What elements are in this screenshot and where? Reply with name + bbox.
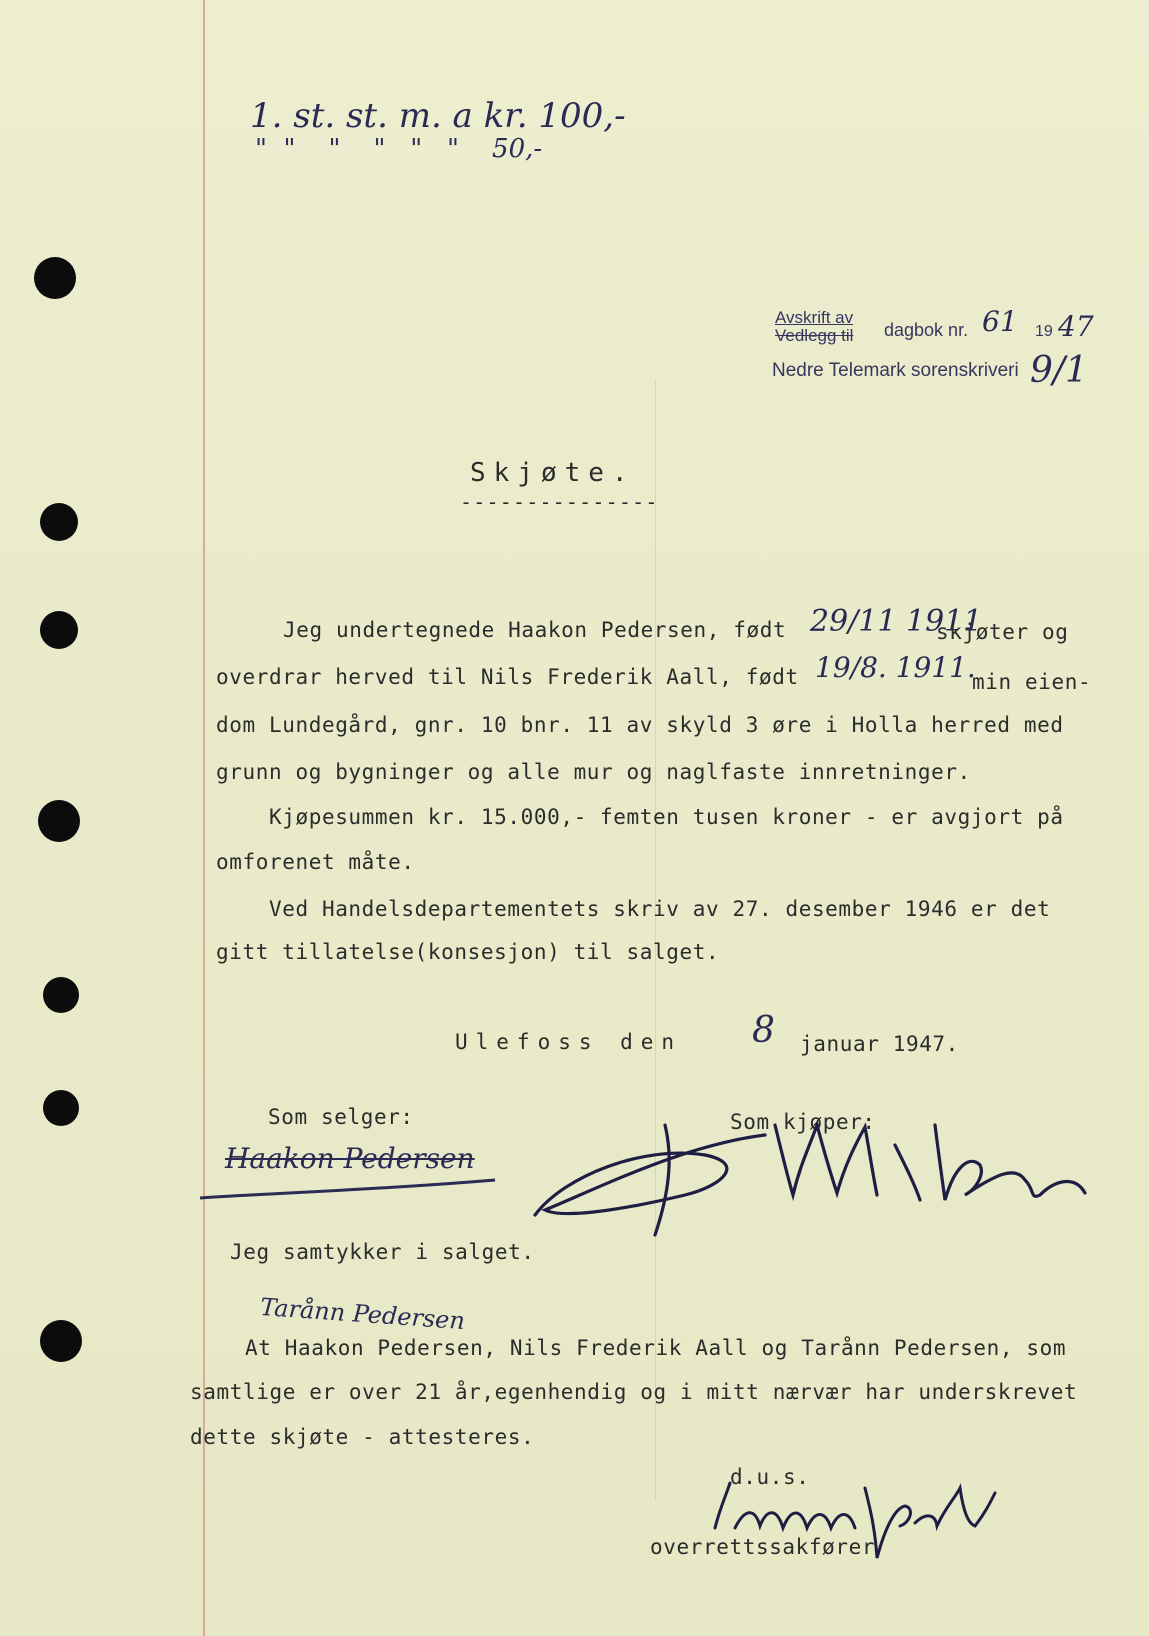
handwritten-birthdate-seller: 29/11 1911 [810,604,983,639]
stamp-dagbok: dagbok nr. [884,320,969,340]
attest-line: samtlige er over 21 år,egenhendig og i mitt nærvær har underskrevet [190,1380,1078,1404]
body-line: skjøter og [936,620,1069,644]
body-line: Jeg undertegnede Haakon Pedersen, født [283,618,787,642]
buyer-label: Som kjøper: [730,1110,876,1134]
seller-label: Som selger: [268,1105,414,1129]
punch-hole [40,1320,82,1362]
consent-text: Jeg samtykker i salget. [230,1240,535,1264]
body-line: Kjøpesummen kr. 15.000,- femten tusen kroner - er avgjort på [216,805,1064,829]
punch-hole [43,1090,79,1126]
stamp-year-suffix: 47 [1058,310,1094,343]
stamp-dagbok-number: 61 [982,305,1018,338]
stamp-office: Nedre Telemark sorenskriveri [772,360,1019,381]
stamp-date: 9/1 [1030,350,1088,391]
body-line: dom Lundegård, gnr. 10 bnr. 11 av skyld 3 øre i Holla herred med [216,713,1064,737]
body-line: Ved Handelsdepartementets skriv av 27. desember 1946 er det [216,897,1051,921]
attest-line: dette skjøte - attesteres. [190,1425,535,1449]
title-rule: --------------- [460,490,659,514]
seller-signature-underline [195,1168,515,1208]
punch-hole [38,800,80,842]
stamp-year-prefix: 19 [1035,323,1053,340]
seller-signature: Haakon Pedersen [225,1142,475,1175]
document-title: Skjøte. [470,458,636,488]
handwritten-birthdate-buyer: 19/8. 1911. [815,651,976,684]
body-line: gitt tillatelse(konsesjon) til salget. [216,940,720,964]
punch-hole [40,611,78,649]
body-line: omforenet måte. [216,850,415,874]
fee-note-line-2: " " " " " " 50,- [255,134,543,164]
month-year-text: januar 1947. [800,1032,959,1056]
consent-signature: Tarånn Pedersen [259,1292,466,1336]
stamp-vedlegg: Vedlegg til [775,326,854,345]
handwritten-day: 8 [752,1010,775,1051]
dus-text: d.u.s. [730,1465,810,1489]
place-text: Ulefoss den [455,1030,683,1054]
punch-hole [40,503,78,541]
attest-line: At Haakon Pedersen, Nils Frederik Aall og Tarånn Pedersen, som [245,1336,1067,1360]
body-line: overdrar herved til Nils Frederik Aall, født [216,665,799,689]
body-line: grunn og bygninger og alle mur og naglfaste innretninger. [216,760,971,784]
punch-hole [34,257,76,299]
stamp-avskrift: Avskrift av [775,308,854,327]
body-line: min eien- [972,670,1092,694]
lawyer-title: overrettssakfører [650,1535,876,1559]
buyer-signature [525,1105,1105,1255]
punch-hole [43,977,79,1013]
fee-note-line-1: 1. st. st. m. a kr. 100,- [250,96,626,136]
